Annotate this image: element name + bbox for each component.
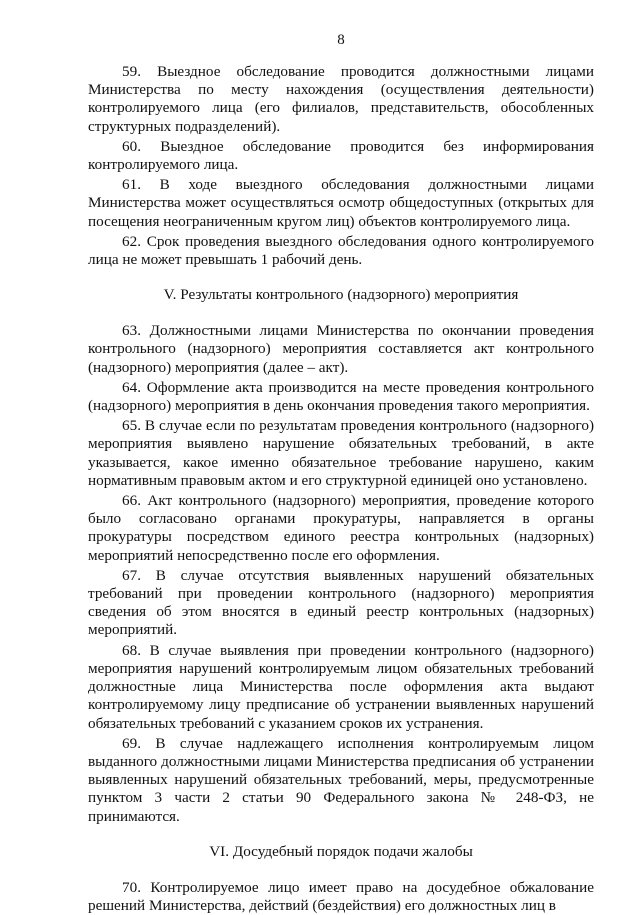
paragraph: 70. Контролируемое лицо имеет право на досудебное обжалование решений Министерства, действий (бездействия) его должностных лиц в [88, 878, 594, 914]
paragraph: 60. Выездное обследование проводится без информирования контролируемого лица. [88, 137, 594, 174]
paragraph: 68. В случае выявления при проведении контрольного (надзорного) мероприятия нарушений контролируемым лицом обязательных требований должностные лица Министерства после оформления акта выдают контролируемому лицу предписание об устранении выявленных нарушений обязательных требований с указанием сроков их устранения. [88, 641, 594, 732]
document-body [88, 63, 594, 915]
paragraph: 59. Выездное обследование проводится должностными лицами Министерства по месту нахождения (осуществления деятельности) контролируемого лица (его филиалов, представительств, обособленных структурных подразделений). [88, 63, 594, 135]
paragraph: 61. В ходе выездного обследования должностными лицами Министерства может осуществляться осмотр общедоступных (открытых для посещения неограниченным кругом лиц) объектов контролируемого лица. [88, 176, 594, 230]
section-heading: V. Результаты контрольного (надзорного) мероприятия [163, 286, 519, 304]
paragraph: 67. В случае отсутствия выявленных нарушений обязательных требований при проведении контрольного (надзорного) мероприятия сведения об этом вносятся в единый реестр контрольных (надзорных) мероприятий. [88, 566, 594, 639]
paragraph: 64. Оформление акта производится на месте проведения контрольного (надзорного) мероприятия в день окончания проведения такого мероприятия. [88, 378, 594, 415]
paragraph: 66. Акт контрольного (надзорного) мероприятия, проведение которого было согласовано органами прокуратуры, направляется в органы прокуратуры посредством единого реестра контрольных (надзорных) мероприятий непосредственно после его оформления. [88, 492, 594, 564]
paragraph: 63. Должностными лицами Министерства по окончании проведения контрольного (надзорного) мероприятия составляется акт контрольного (надзорного) мероприятия (далее – акт). [88, 322, 594, 376]
paragraph: 65. В случае если по результатам проведения контрольного (надзорного) мероприятия выявлено нарушение обязательных требований, в акте указывается, какое именно обязательное требование нарушено, каким нормативным правовым актом и его структурной единицей оно установлено. [88, 417, 594, 489]
paragraph: 69. В случае надлежащего исполнения контролируемым лицом выданного должностными лицами Министерства предписания об устранении выявленных нарушений обязательных требований, меры, предусмотренные пунктом 3 части 2 статьи 90 Федерального закона № 248-ФЗ, не принимаются. [88, 734, 594, 825]
paragraph: 62. Срок проведения выездного обследования одного контролируемого лица не может превышать 1 рабочий день. [88, 232, 594, 269]
page-number: 8 [337, 32, 345, 48]
section-heading: VI. Досудебный порядок подачи жалобы [209, 842, 473, 860]
